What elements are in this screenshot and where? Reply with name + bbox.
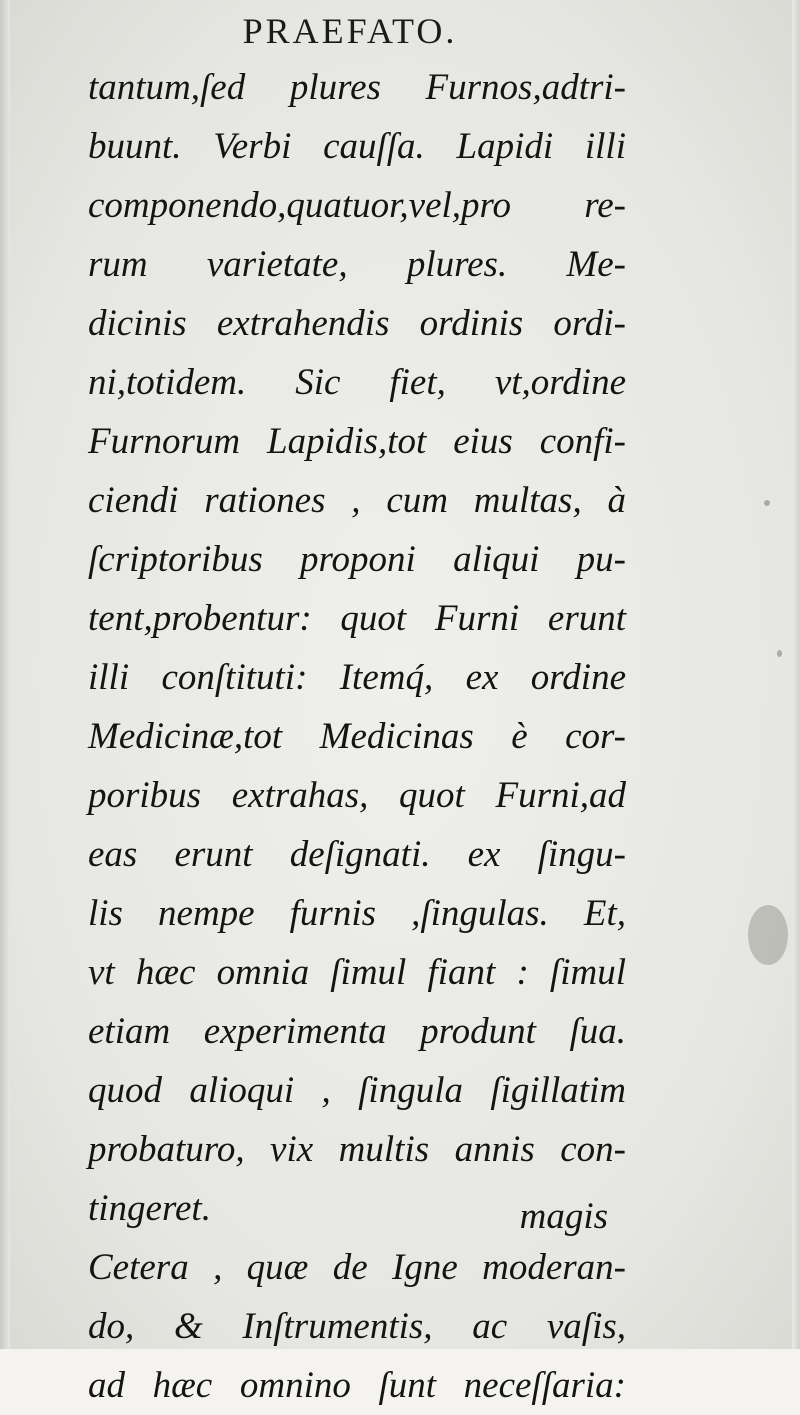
text-line: Medicinæ,tot Medicinas è cor- — [88, 716, 626, 757]
text-line: ni,totidem. Sic fiet, vt,ordine — [88, 362, 626, 403]
ink-speck — [748, 905, 788, 965]
page-right-edge — [792, 0, 800, 1349]
text-line: probaturo, vix multis annis con- — [88, 1129, 626, 1170]
text-line: etiam experimenta produnt ſua. — [88, 1011, 626, 1052]
catchword: magis — [519, 1196, 608, 1237]
text-line: tantum,ſed plures Furnos,adtri- — [88, 67, 626, 108]
text-line: tingeret. — [88, 1188, 211, 1229]
text-line: illi conſtituti: Itemq́, ex ordine — [88, 657, 626, 698]
text-line: tent,probentur: quot Furni erunt — [88, 598, 626, 639]
ink-speck — [777, 650, 782, 657]
text-line: do, & Inſtrumentis, ac vaſis, — [88, 1306, 626, 1347]
text-line: lis nempe furnis ,ſingulas. Et, — [88, 893, 626, 934]
page-left-edge — [0, 0, 10, 1349]
text-line: ciendi rationes , cum multas, à — [88, 480, 626, 521]
text-line: dicinis extrahendis ordinis ordi- — [88, 303, 626, 344]
text-line: componendo,quatuor,vel,pro re- — [88, 185, 626, 226]
text-line: rum varietate, plures. Me- — [88, 244, 626, 285]
text-line: quod alioqui , ſingula ſigillatim — [88, 1070, 626, 1111]
text-line: Cetera , quæ de Igne moderan- — [88, 1247, 626, 1288]
text-line: ad hæc omnino ſunt neceſſaria: — [88, 1365, 626, 1406]
text-line: eas erunt deſignati. ex ſingu- — [88, 834, 626, 875]
running-head: PRAEFATO. — [242, 11, 458, 51]
text-line: poribus extrahas, quot Furni,ad — [88, 775, 626, 816]
text-line: vt hæc omnia ſimul fiant : ſimul — [88, 952, 626, 993]
ink-speck — [764, 500, 770, 506]
text-line: Furnorum Lapidis,tot eius confi- — [88, 421, 626, 462]
text-line: buunt. Verbi cauſſa. Lapidi illi — [88, 126, 626, 167]
text-line: ſcriptoribus proponi aliqui pu- — [88, 539, 626, 580]
